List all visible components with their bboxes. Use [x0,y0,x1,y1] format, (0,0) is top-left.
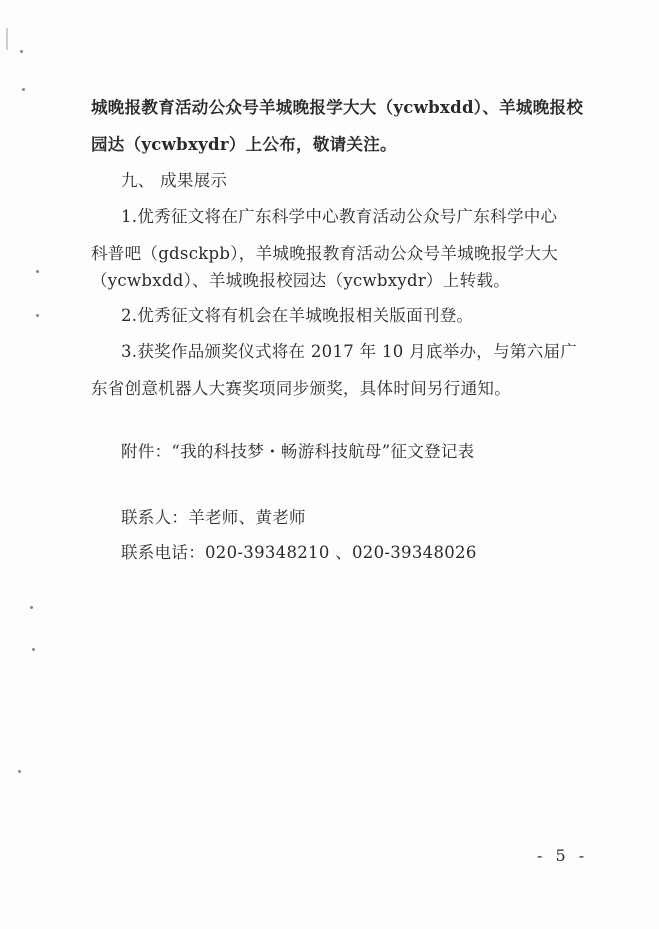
paragraph-line: 城晚报教育活动公众号羊城晚报学大大（ycwbxdd）、羊城晚报校 [91,98,584,117]
contact-phone: 联系电话：020-39348210 、020-39348026 [121,543,477,562]
attachment-line: 附件：“我的科技梦・畅游科技航母”征文登记表 [121,442,475,461]
scan-dot [36,314,39,317]
paragraph-line: 东省创意机器人大赛奖项同步颁奖，具体时间另行通知。 [91,379,511,398]
scan-dot [36,270,39,273]
paragraph-line: （ycwbxdd）、羊城晚报校园达（ycwbxydr）上转载。 [91,271,511,290]
scan-dot [18,770,21,773]
paragraph-line: 1.优秀征文将在广东科学中心教育活动公众号广东科学中心 [121,207,558,226]
paragraph-line: 2.优秀征文将有机会在羊城晚报相关版面刊登。 [121,306,474,325]
section-heading: 九、 成果展示 [121,171,228,190]
scan-dot [20,50,23,53]
scan-dot [22,88,25,91]
scan-dot [32,648,35,651]
paragraph-line: 科普吧（gdsckpb），羊城晚报教育活动公众号羊城晚报学大大 [91,244,559,263]
paragraph-line: 园达（ycwbxydr）上公布，敬请关注。 [91,135,397,154]
scan-edge-mark [6,28,8,50]
page-number: - 5 - [537,846,589,865]
contact-person: 联系人：羊老师、黄老师 [121,508,306,527]
paragraph-line: 3.获奖作品颁奖仪式将在 2017 年 10 月底举办，与第六届广 [121,342,578,361]
scan-dot [30,606,33,609]
